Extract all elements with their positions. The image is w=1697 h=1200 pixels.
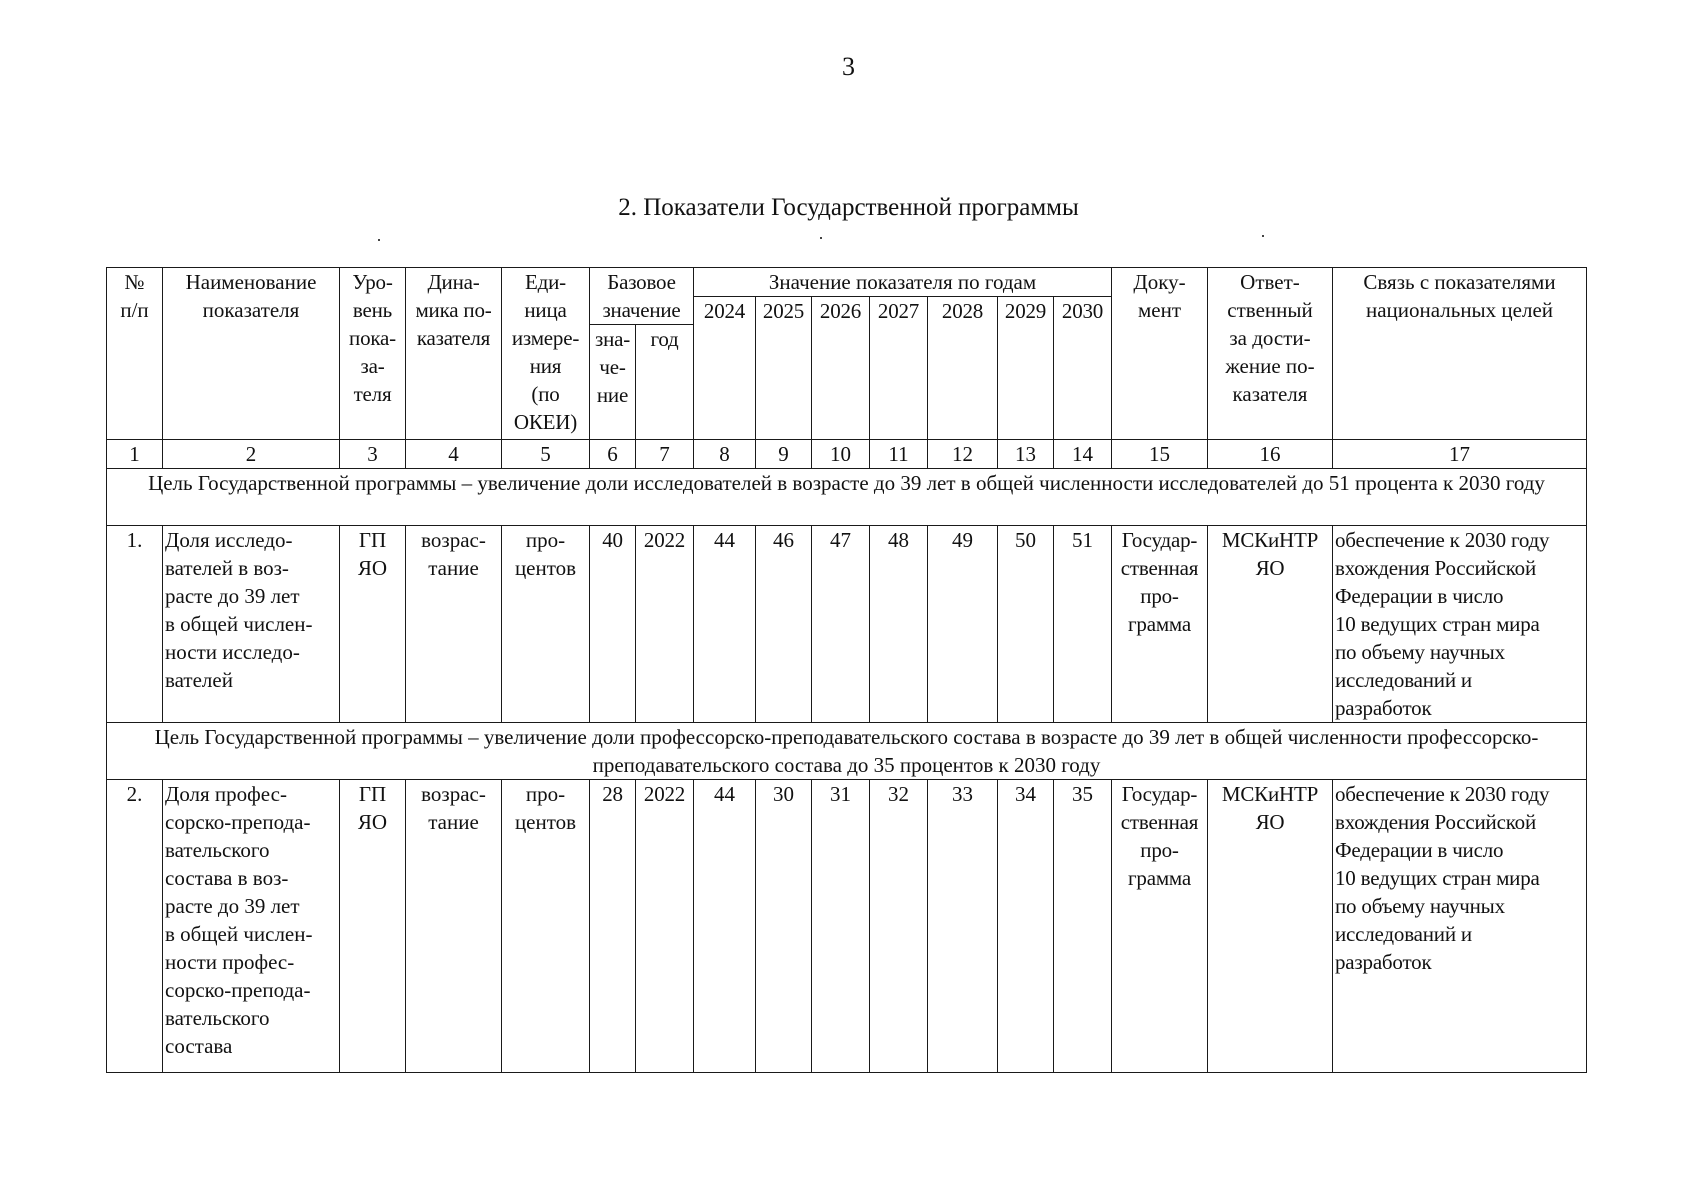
header-year: 2030 bbox=[1054, 297, 1112, 440]
indicator-responsible: МСКиНТР ЯО bbox=[1208, 780, 1333, 1073]
column-number: 1 bbox=[107, 440, 163, 469]
column-number: 13 bbox=[998, 440, 1054, 469]
column-number: 3 bbox=[340, 440, 406, 469]
year-value: 47 bbox=[812, 526, 870, 723]
goal-text: Цель Государственной программы – увеличение доли профессорско-преподавательского состава в возрасте до 39 лет в общей численности профессорско-преподавательского состава до 35 процентов к 2030 году bbox=[107, 723, 1587, 780]
page-title: 2. Показатели Государственной программы bbox=[618, 194, 1079, 221]
year-value: 46 bbox=[756, 526, 812, 723]
header-base-year: год bbox=[636, 325, 694, 440]
indicator-level: ГП ЯО bbox=[340, 526, 406, 723]
header-link: Связь с показателями национальных целей bbox=[1333, 268, 1587, 440]
indicator-dynamics: возрас- тание bbox=[406, 526, 502, 723]
column-number: 17 bbox=[1333, 440, 1587, 469]
table-row bbox=[107, 780, 1587, 1073]
column-number: 12 bbox=[928, 440, 998, 469]
column-number: 7 bbox=[636, 440, 694, 469]
header-responsible: Ответ- ственный за дости- жение по- казателя bbox=[1208, 268, 1333, 440]
year-value: 31 bbox=[812, 780, 870, 1073]
year-value: 51 bbox=[1054, 526, 1112, 723]
header-document: Доку- мент bbox=[1112, 268, 1208, 440]
goal-text: Цель Государственной программы – увеличение доли исследователей в возрасте до 39 лет в общей численности исследователей до 51 процента к 2030 году bbox=[107, 469, 1587, 526]
indicator-document: Государ- ственная про- грамма bbox=[1112, 780, 1208, 1073]
header-base-value: зна- че- ние bbox=[590, 325, 636, 440]
base-value: 40 bbox=[590, 526, 636, 723]
header-year: 2028 bbox=[928, 297, 998, 440]
indicator-responsible: МСКиНТР ЯО bbox=[1208, 526, 1333, 723]
year-value: 33 bbox=[928, 780, 998, 1073]
base-value: 28 bbox=[590, 780, 636, 1073]
indicator-link: обеспечение к 2030 году вхождения Российской Федерации в число 10 ведущих стран мира по объему научных исследований и разработок bbox=[1333, 526, 1587, 723]
header-dynamics: Дина- мика по- казателя bbox=[406, 268, 502, 440]
indicator-level: ГП ЯО bbox=[340, 780, 406, 1073]
column-number: 16 bbox=[1208, 440, 1333, 469]
column-number-row bbox=[107, 440, 1587, 469]
header-year: 2029 bbox=[998, 297, 1054, 440]
row-number: 2. bbox=[107, 780, 163, 1073]
column-number: 4 bbox=[406, 440, 502, 469]
column-number: 5 bbox=[502, 440, 590, 469]
indicator-name: Доля исследо- вателей в воз- расте до 39 лет в общей числен- ности исследо- вателей bbox=[163, 526, 340, 723]
indicator-dynamics: возрас- тание bbox=[406, 780, 502, 1073]
column-number: 15 bbox=[1112, 440, 1208, 469]
scan-speck bbox=[1262, 235, 1264, 237]
base-year: 2022 bbox=[636, 780, 694, 1073]
header-num: № п/п bbox=[107, 268, 163, 440]
year-value: 44 bbox=[694, 526, 756, 723]
scan-speck bbox=[820, 237, 822, 239]
column-number: 11 bbox=[870, 440, 928, 469]
row-number: 1. bbox=[107, 526, 163, 723]
indicator-document: Государ- ственная про- грамма bbox=[1112, 526, 1208, 723]
column-number: 6 bbox=[590, 440, 636, 469]
column-number: 8 bbox=[694, 440, 756, 469]
year-value: 48 bbox=[870, 526, 928, 723]
column-number: 9 bbox=[756, 440, 812, 469]
header-by-years: Значение показателя по годам bbox=[694, 268, 1112, 297]
header-year: 2025 bbox=[756, 297, 812, 440]
header-year: 2026 bbox=[812, 297, 870, 440]
column-number: 10 bbox=[812, 440, 870, 469]
column-number: 2 bbox=[163, 440, 340, 469]
header-year: 2024 bbox=[694, 297, 756, 440]
year-value: 30 bbox=[756, 780, 812, 1073]
base-year: 2022 bbox=[636, 526, 694, 723]
header-base: Базовое значение bbox=[590, 268, 694, 325]
goal-row bbox=[107, 723, 1587, 780]
year-value: 32 bbox=[870, 780, 928, 1073]
year-value: 35 bbox=[1054, 780, 1112, 1073]
year-value: 34 bbox=[998, 780, 1054, 1073]
header-row bbox=[107, 268, 1587, 297]
indicator-link: обеспечение к 2030 году вхождения Российской Федерации в число 10 ведущих стран мира по объему научных исследований и разработок bbox=[1333, 780, 1587, 1073]
indicator-name: Доля профес- сорско-препода- вательского состава в воз- расте до 39 лет в общей числен- ности профес- сорско-препода- вательского состава bbox=[163, 780, 340, 1073]
column-number: 14 bbox=[1054, 440, 1112, 469]
year-value: 50 bbox=[998, 526, 1054, 723]
header-name: Наименование показателя bbox=[163, 268, 340, 440]
goal-row bbox=[107, 469, 1587, 526]
year-value: 44 bbox=[694, 780, 756, 1073]
header-year: 2027 bbox=[870, 297, 928, 440]
year-value: 49 bbox=[928, 526, 998, 723]
page-number: 3 bbox=[842, 52, 855, 81]
scan-speck bbox=[378, 239, 380, 241]
indicator-unit: про- центов bbox=[502, 780, 590, 1073]
header-unit: Еди- ница измере- ния (по ОКЕИ) bbox=[502, 268, 590, 440]
indicator-unit: про- центов bbox=[502, 526, 590, 723]
header-level: Уро- вень пока- за- теля bbox=[340, 268, 406, 440]
indicators-table bbox=[106, 267, 1587, 1073]
table-row bbox=[107, 526, 1587, 723]
